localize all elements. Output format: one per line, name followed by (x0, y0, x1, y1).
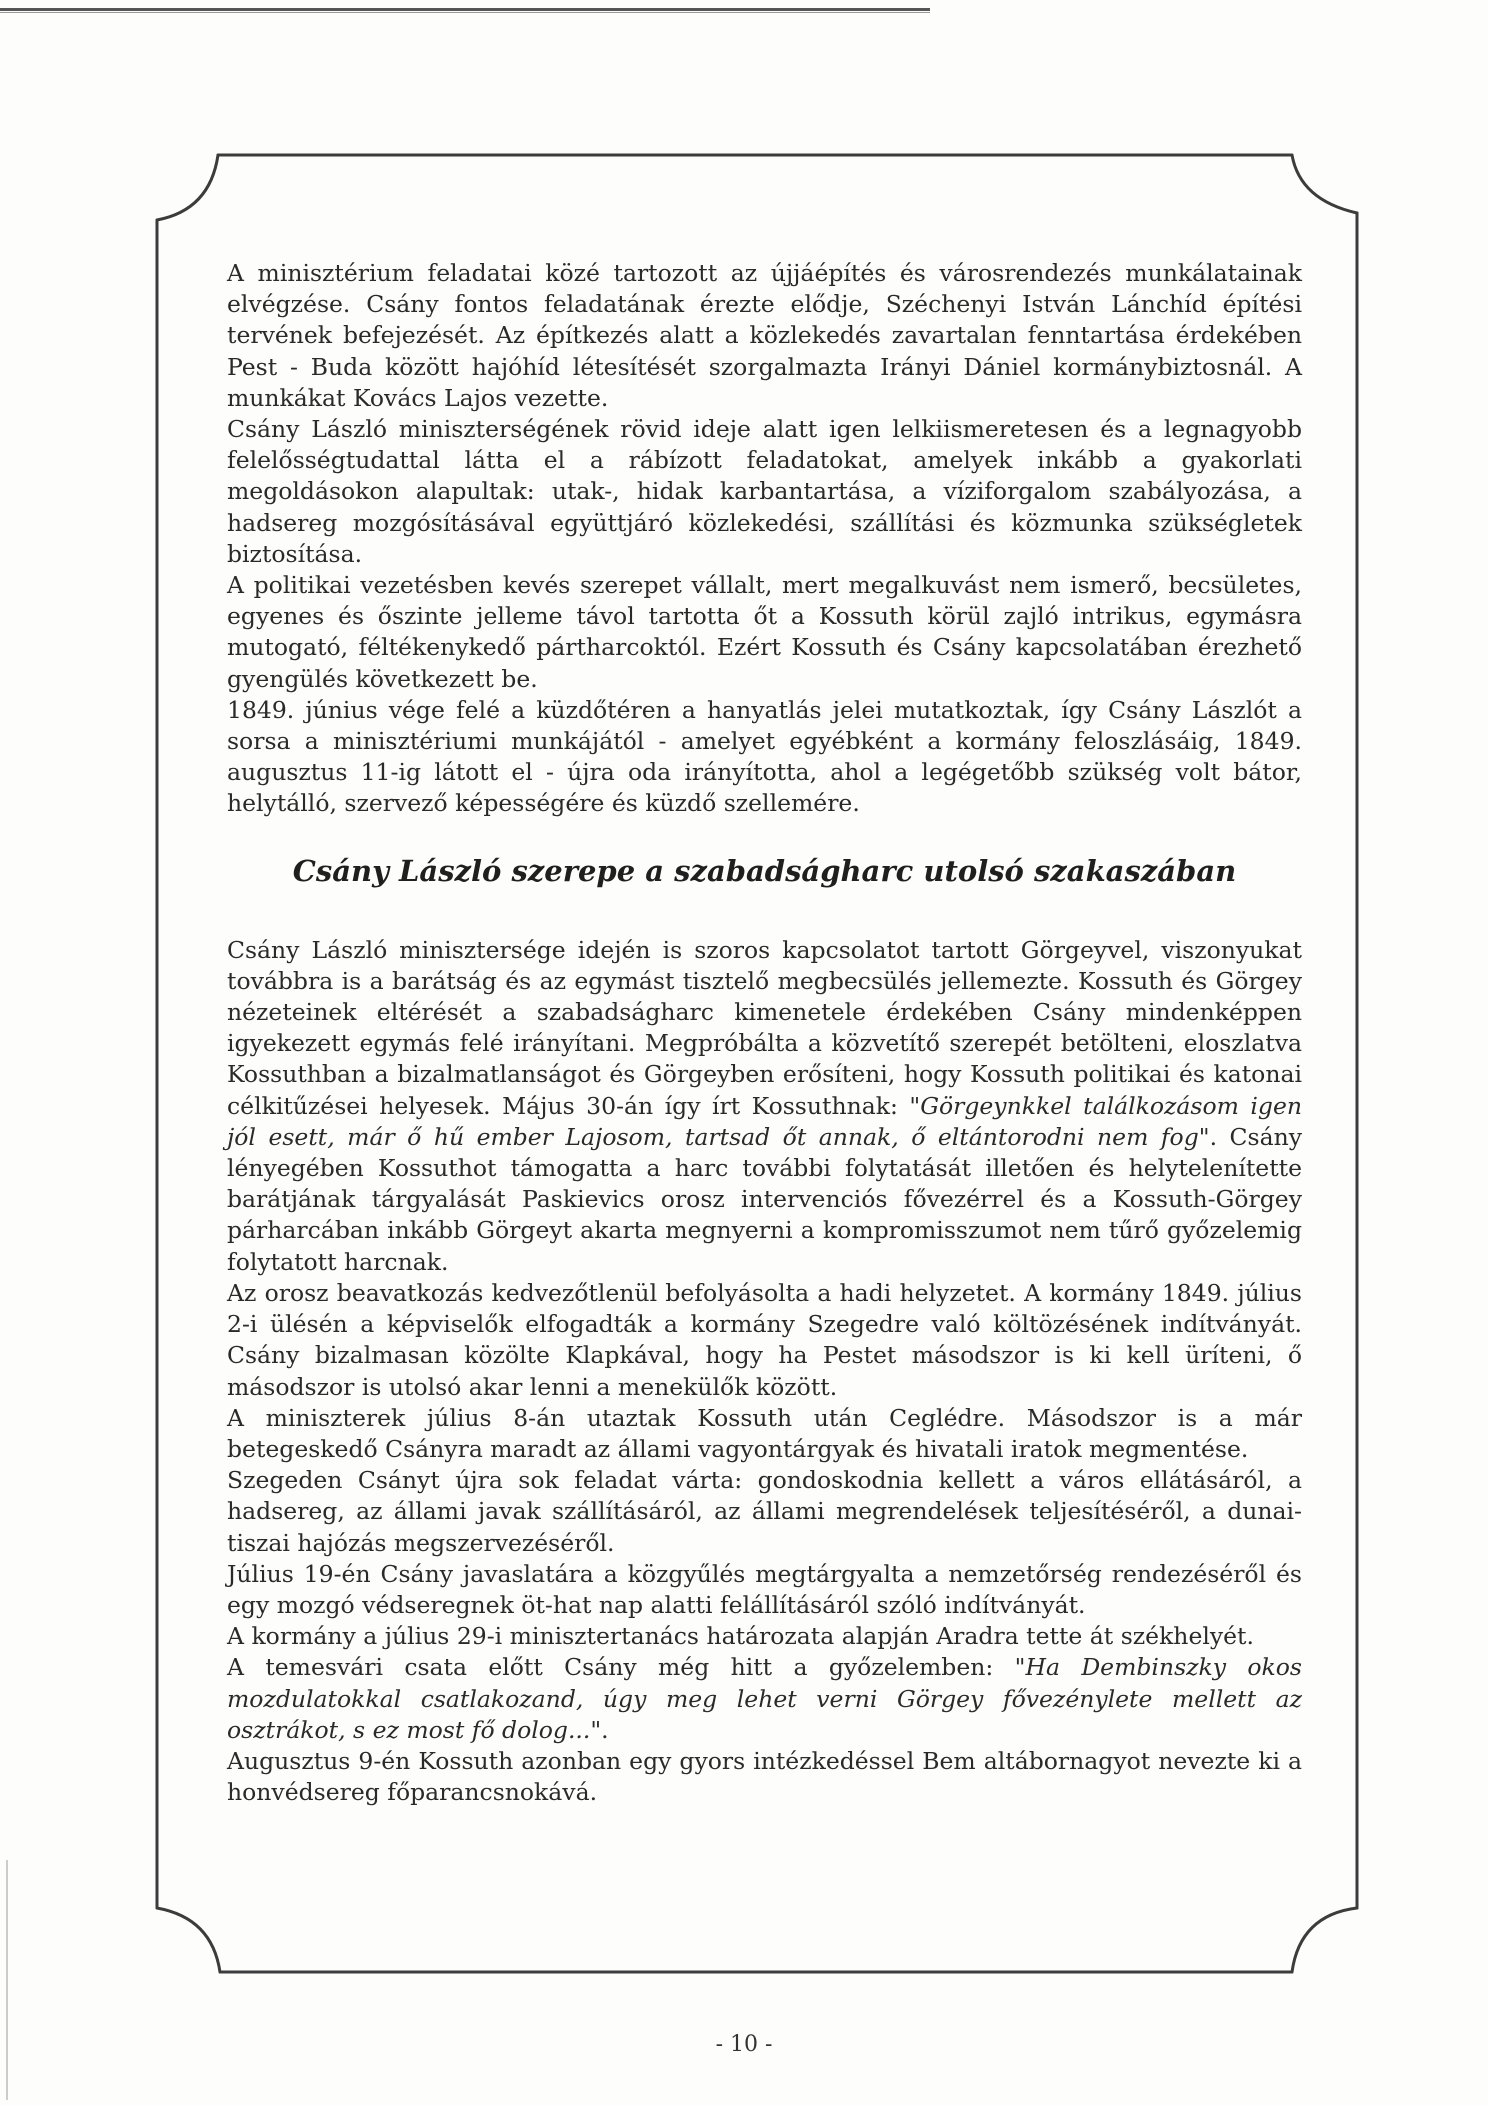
body-paragraph: Július 19-én Csány javaslatára a közgyűlés megtárgyalta a nemzetőrség rendezéséről és egy mozgó védseregnek öt-hat nap alatti felállításáról szóló indítványát. (227, 1559, 1302, 1619)
body-paragraph (227, 935, 1302, 1278)
paragraph-text: Csány László minisztersége idején is szoros kapcsolatot tartott Görgeyvel, viszonyukat továbbra is a barátság és az egymást tisztelő megbecsülés jellemezte. Kossuth és Görgey nézeteinek eltérését a szabadságharc kimenetele érdekében Csány mindenképpen igyekezett egymás felé irányítani. Megpróbálta a közvetítő szerepét betölteni, eloszlatva Kossuthban a bizalmatlanságot és Görgeyben erősíteni, hogy Kossuth politikai és katonai célkitűzései helyesek. Május 30-án így írt Kossuthnak: " (227, 935, 1302, 1120)
body-paragraph: Csány László miniszterségének rövid ideje alatt igen lelkiismeretesen és a legnagyobb felelősségtudattal látta el a rábízott feladatokat, amelyek inkább a gyakorlati megoldásokon alapultak: utak-, hidak karbantartása, a víziforgalom szabályozása, a hadsereg mozgósításával együttjáró közlekedési, szállítási és közmunka szükségletek biztosítása. (227, 415, 1302, 568)
page-body (227, 258, 1302, 1808)
body-paragraph: A politikai vezetésben kevés szerepet vállalt, mert megalkuvást nem ismerő, becsületes, egyenes és őszinte jelleme távol tartotta őt a Kossuth körül zajló intrikus, egymásra mutogató, féltékenykedő pártharcoktól. Ezért Kossuth és Csány kapcsolatában érezhető gyengülés következett be. (227, 571, 1302, 693)
body-paragraph: A minisztérium feladatai közé tartozott az újjáépítés és városrendezés munkálatainak elvégzése. Csány fontos feladatának érezte elődje, Széchenyi István Lánchíd építési tervének befejezését. Az építkezés alatt a közlekedés zavartalan fenntartása érdekében Pest - Buda között hajóhíd létesítését szorgalmazta Irányi Dániel kormánybiztosnál. A munkákat Kovács Lajos vezette. (227, 259, 1302, 412)
body-paragraph: Augusztus 9-én Kossuth azonban egy gyors intézkedéssel Bem altábornagyot nevezte ki a honvédsereg főparancsnokává. (227, 1746, 1302, 1807)
quote-text: Görgeynkkel találkozásom igen jól esett, már ő hű ember Lajosom, tartsad őt annak, ő eltántorodni nem fog (227, 1091, 1302, 1151)
body-paragraph: A miniszterek július 8-án utaztak Kossuth után Ceglédre. Másodszor is a már betegeskedő Csányra maradt az állami vagyontárgyak és hivatali iratok megmentése. (227, 1403, 1302, 1463)
body-paragraph: 1849. június vége felé a küzdőtéren a hanyatlás jelei mutatkoztak, így Csány Lászlót a sorsa a minisztériumi munkájától - amelyet egyébként a kormány feloszlásáig, 1849. augusztus 11-ig látott el - újra oda irányította, ahol a legégetőbb szükség volt bátor, helytálló, szervező képességére és küzdő szellemére. (227, 695, 1302, 818)
body-paragraph (227, 1652, 1302, 1746)
section-heading: Csány László szerepe a szabadságharc utolsó szakaszában (292, 853, 1237, 888)
body-paragraph: Az orosz beavatkozás kedvezőtlenül befolyásolta a hadi helyzetet. A kormány 1849. július 2-i ülésén a képviselők elfogadták a kormány Szegedre való költözésének indítványát. Csány bizalmasan közölte Klapkával, hogy ha Pestet másodszor is ki kell üríteni, ő másodszor is utolsó akar lenni a menekülők között. (227, 1278, 1302, 1401)
body-paragraph: A kormány a július 29-i minisztertanács határozata alapján Aradra tette át székhelyét. (227, 1622, 1254, 1651)
paragraph-text: ". Csány lényegében Kossuthot támogatta a harc további folytatását illetően és helytelenítette barátjának tárgyalását Paskievics orosz intervenciós fővezérrel és a Kossuth-Görgey párharcában inkább Görgeyt akarta megnyerni a kompromisszumot nem tűrő győzelemig folytatott harcnak. (227, 1122, 1302, 1276)
page-number: - 10 - (715, 2032, 773, 2057)
paragraph-text: A temesvári csata előtt Csány még hitt a győzelemben: " (227, 1653, 1026, 1682)
paragraph-text: ". (590, 1715, 609, 1744)
body-paragraph: Szegeden Csányt újra sok feladat várta: gondoskodnia kellett a város ellátásáról, a hadsereg, az állami javak szállításáról, az állami megrendelések teljesítéséről, a dunai-tiszai hajózás megszervezéséről. (227, 1466, 1302, 1557)
quote-text: Ha Dembinszky okos mozdulatokkal csatlakozand, úgy meg lehet verni Görgey fővezénylete mellett az osztrákot, s ez most fő dolog... (227, 1653, 1302, 1744)
